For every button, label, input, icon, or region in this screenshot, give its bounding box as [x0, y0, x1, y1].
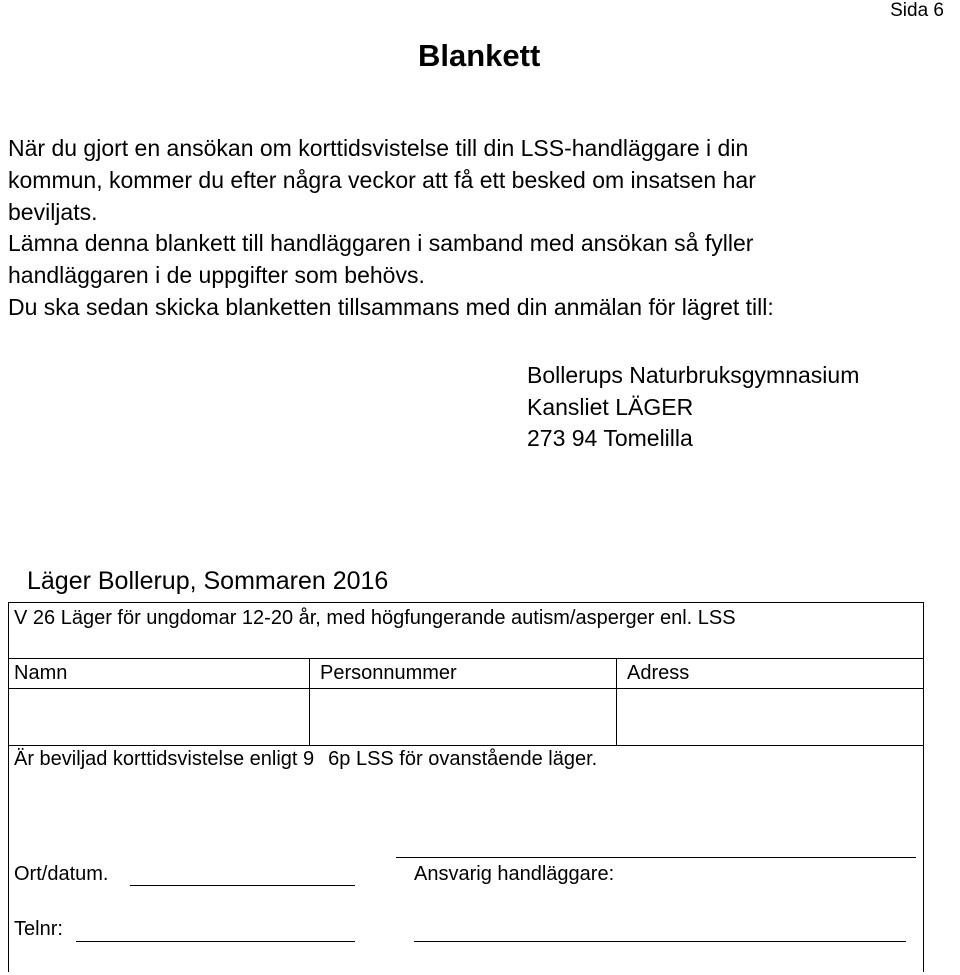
address-line-3: 273 94 Tomelilla [527, 425, 693, 452]
telnr-label: Telnr: [14, 918, 63, 940]
address-line-1: Bollerups Naturbruksgymnasium [527, 362, 860, 388]
divider [9, 688, 923, 689]
camp-title: Läger Bollerup, Sommaren 2016 [27, 567, 389, 595]
ort-datum-label: Ort/datum. [14, 863, 109, 885]
intro-line: Du ska sedan skicka blanketten tillsammans med din anmälan för lägret till: [8, 293, 774, 320]
intro-line: handläggaren i de uppgifter som behövs. [8, 262, 425, 289]
column-header-adress: Adress [627, 662, 690, 684]
handlaggare-line[interactable] [414, 941, 906, 942]
intro-paragraph [8, 133, 774, 324]
intro-line: När du gjort en ansökan om korttidsvistelse till din LSS-handläggare i din [8, 135, 749, 161]
intro-line: kommun, kommer du efter några veckor att få ett besked om insatsen har [8, 166, 756, 193]
page-title: Blankett [418, 38, 541, 73]
divider [9, 658, 923, 659]
column-header-namn: Namn [14, 662, 68, 684]
ort-datum-line[interactable] [130, 885, 355, 886]
intro-line: Lämna denna blankett till handläggaren i samband med ansökan så fyller [8, 230, 754, 257]
divider [9, 602, 923, 603]
form-table [8, 602, 924, 972]
divider [9, 745, 923, 746]
column-header-personnummer: Personnummer [320, 662, 457, 684]
column-divider [309, 658, 310, 746]
handlaggare-label: Ansvarig handläggare: [414, 863, 615, 885]
intro-line: beviljats. [8, 198, 98, 225]
column-divider [616, 658, 617, 746]
mailing-address [527, 360, 859, 455]
address-line-2: Kansliet LÄGER [527, 393, 694, 420]
approval-text-rest: 6p LSS för ovanstående läger. [328, 748, 598, 770]
camp-description: V 26 Läger för ungdomar 12-20 år, med högfungerande autism/asperger enl. LSS [14, 607, 736, 629]
signature-line [396, 857, 916, 858]
approval-text: Är beviljad korttidsvistelse enligt 9 [14, 748, 315, 770]
telnr-line[interactable] [76, 941, 355, 942]
page-number: Sida 6 [890, 0, 944, 21]
approval-statement [14, 748, 597, 771]
